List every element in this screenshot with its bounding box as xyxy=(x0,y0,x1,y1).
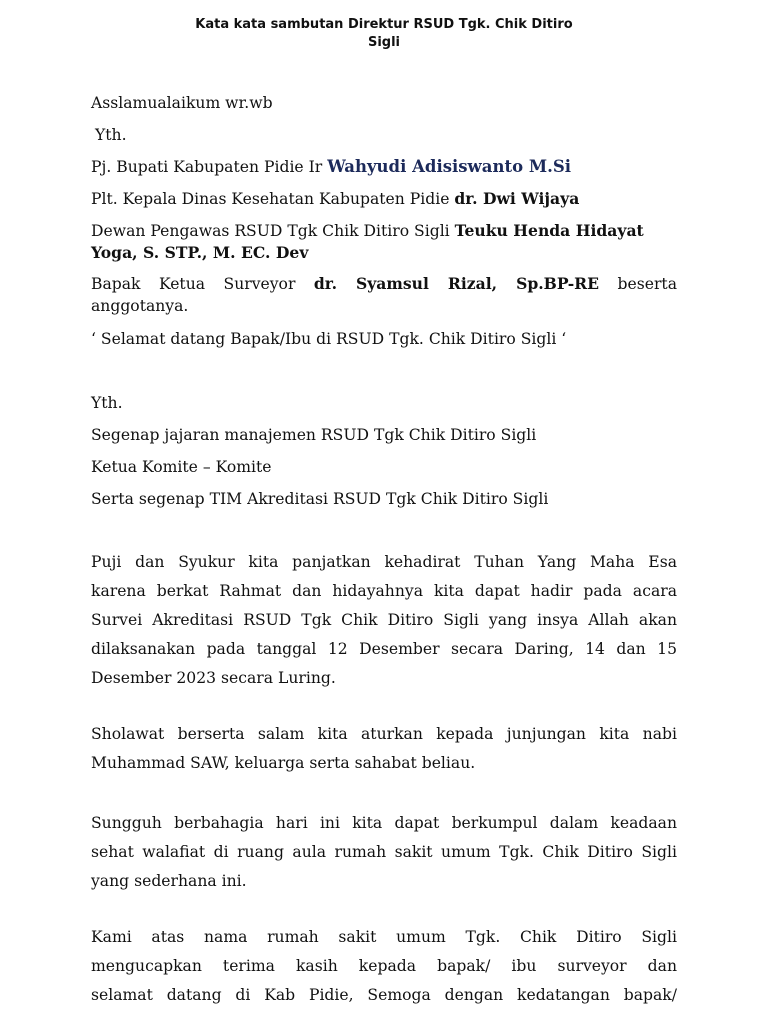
internal-recipient: Segenap jajaran manajemen RSUD Tgk Chik Ditiro Sigli xyxy=(91,426,537,444)
paragraph-line: Survei Akreditasi RSUD Tgk Chik Ditiro Sigli yang insya Allah akan xyxy=(91,611,677,629)
paragraph-line: Sholawat berserta salam kita aturkan kepada junjungan kita nabi xyxy=(91,725,677,743)
recipient-dewas-name-continued: Yoga, S. STP., M. EC. Dev xyxy=(91,243,309,262)
welcome-line: ‘ Selamat datang Bapak/Ibu di RSUD Tgk. Chik Ditiro Sigli ‘ xyxy=(91,330,567,348)
paragraph-line: Puji dan Syukur kita panjatkan kehadirat Tuhan Yang Maha Esa xyxy=(91,553,677,571)
recipient-dewas xyxy=(91,220,677,242)
recipient-bupati-name: Wahyudi Adisiswanto M.Si xyxy=(327,157,572,176)
recipient-dewas-continued xyxy=(91,242,677,264)
paragraph-line: dilaksanakan pada tanggal 12 Desember secara Daring, 14 dan 15 xyxy=(91,640,677,658)
yth-heading: Yth. xyxy=(95,126,127,144)
paragraph-line: Muhammad SAW, keluarga serta sahabat beliau. xyxy=(91,754,476,772)
paragraph-line: Kami atas nama rumah sakit umum Tgk. Chik Ditiro Sigli xyxy=(91,928,677,946)
recipient-surveyor-line xyxy=(91,273,677,295)
recipient-surveyor-after: beserta xyxy=(617,275,677,293)
recipient-bupati-label: Pj. Bupati Kabupaten Pidie Ir xyxy=(91,158,328,176)
recipient-bupati xyxy=(91,156,677,178)
internal-recipient: Ketua Komite – Komite xyxy=(91,458,272,476)
paragraph-line: Desember 2023 secara Luring. xyxy=(91,669,336,687)
document-title-continued: Sigli xyxy=(367,35,401,50)
recipient-dewas-label: Dewan Pengawas RSUD Tgk Chik Ditiro Sigli xyxy=(91,222,455,240)
paragraph-line: selamat datang di Kab Pidie, Semoga dengan kedatangan bapak/ xyxy=(91,986,677,1004)
paragraph-line: yang sederhana ini. xyxy=(91,872,247,890)
recipient-surveyor-line-2: anggotanya. xyxy=(91,297,189,315)
paragraph-berbahagia xyxy=(91,809,677,896)
paragraph-line: Sungguh berbahagia hari ini kita dapat berkumpul dalam keadaan xyxy=(91,814,677,832)
recipient-kadis-name: dr. Dwi Wijaya xyxy=(454,189,580,208)
paragraph-terima-kasih xyxy=(91,923,677,1010)
yth-heading-2: Yth. xyxy=(91,394,123,412)
recipient-dewas-name: Teuku Henda Hidayat xyxy=(454,221,644,240)
internal-recipient: Serta segenap TIM Akreditasi RSUD Tgk Chik Ditiro Sigli xyxy=(91,490,549,508)
recipient-surveyor xyxy=(91,273,677,317)
paragraph-line: karena berkat Rahmat dan hidayahnya kita dapat hadir pada acara xyxy=(91,582,677,600)
paragraph-sholawat xyxy=(91,720,677,778)
salutation: Asslamualaikum wr.wb xyxy=(91,94,273,112)
recipient-surveyor-label: Bapak Ketua Surveyor xyxy=(91,275,296,293)
recipient-kadis-label: Plt. Kepala Dinas Kesehatan Kabupaten Pidie xyxy=(91,190,455,208)
recipient-kadis xyxy=(91,188,677,210)
recipient-surveyor-name: dr. Syamsul Rizal, Sp.BP-RE xyxy=(313,274,600,293)
document-title: Kata kata sambutan Direktur RSUD Tgk. Chik Ditiro xyxy=(195,17,573,32)
paragraph-puji-syukur xyxy=(91,548,677,693)
paragraph-line: sehat walafiat di ruang aula rumah sakit umum Tgk. Chik Ditiro Sigli xyxy=(91,843,677,861)
paragraph-line: mengucapkan terima kasih kepada bapak/ ibu surveyor dan xyxy=(91,957,677,975)
